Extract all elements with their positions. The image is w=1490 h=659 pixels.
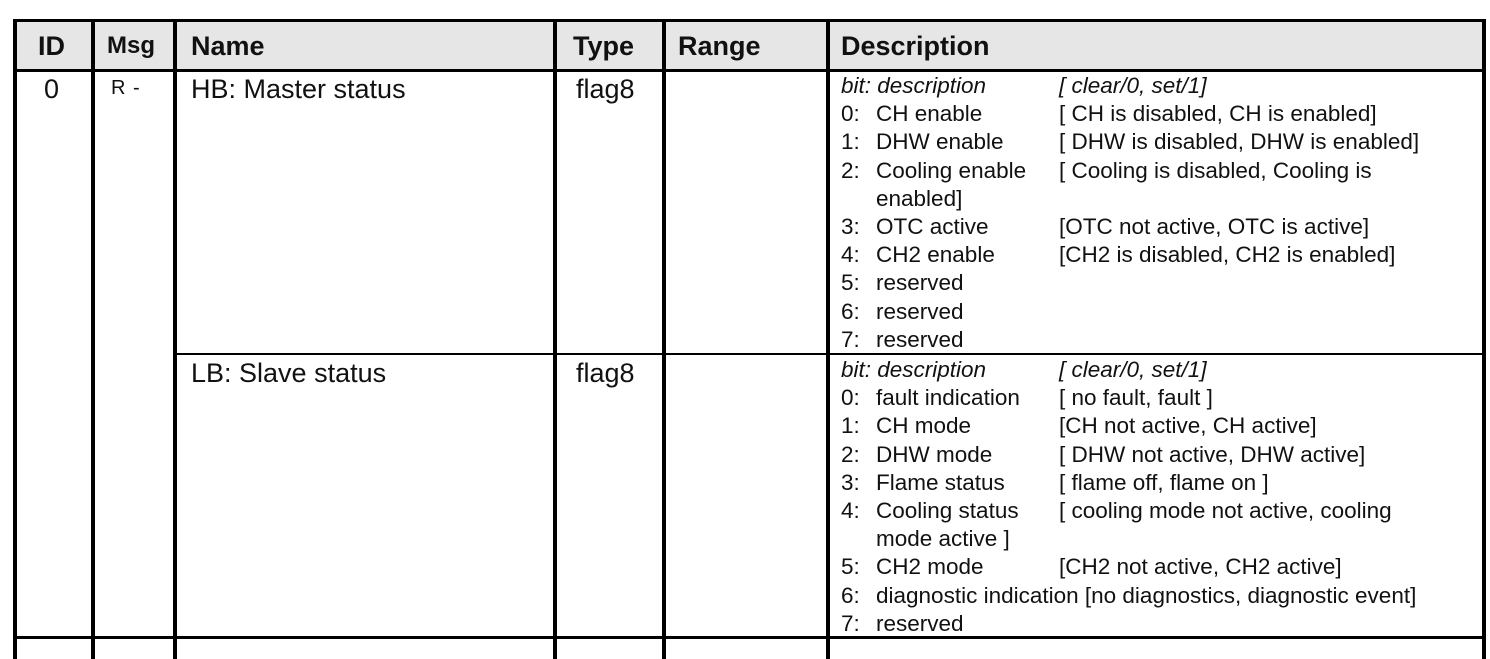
bit-value: [CH2 not active, CH2 active] <box>1059 554 1342 580</box>
bit-value: [ DHW not active, DHW active] <box>1059 441 1366 467</box>
header-description: Description <box>841 31 990 61</box>
bit-value: [ no fault, fault ] <box>1059 385 1213 411</box>
bit-label: CH enable <box>876 101 983 127</box>
bit-label: reserved <box>876 610 964 636</box>
entry-name: HB: Master status <box>191 74 406 104</box>
bit-num: 4: <box>841 497 860 523</box>
bit-value: [ cooling mode not active, cooling <box>1059 497 1392 523</box>
header-name: Name <box>191 31 265 61</box>
bit-label: OTC active <box>876 213 989 239</box>
bit-num: 3: <box>841 469 860 495</box>
desc-header-label: bit: description <box>841 73 987 98</box>
desc-header-value: [ clear/0, set/1] <box>1059 73 1207 98</box>
bit-num: 0: <box>841 385 860 411</box>
bit-value: [ DHW is disabled, DHW is enabled] <box>1059 129 1420 155</box>
entry-type: flag8 <box>576 358 635 388</box>
header-msg: Msg <box>107 32 155 59</box>
bit-label: Flame status <box>876 469 1005 495</box>
bit-num: 5: <box>841 554 860 580</box>
bit-line <box>841 553 1477 581</box>
bit-value: [OTC not active, OTC is active] <box>1059 213 1370 239</box>
entry-type: flag8 <box>576 74 635 104</box>
bit-num: 2: <box>841 441 860 467</box>
bit-num: 7: <box>841 610 860 636</box>
row-msg: R - <box>111 77 141 99</box>
bit-label: DHW mode <box>876 441 993 467</box>
bit-value: [ CH is disabled, CH is enabled] <box>1059 101 1377 127</box>
bit-line <box>841 412 1477 440</box>
bit-num: 6: <box>841 298 860 324</box>
desc-header <box>841 356 1477 384</box>
bit-line <box>841 269 1477 297</box>
bit-label: CH2 mode <box>876 554 984 580</box>
bit-label: diagnostic indication [no diagnostics, diagnostic event] <box>876 582 1417 608</box>
bit-num: 3: <box>841 213 860 239</box>
header-type: Type <box>573 31 635 61</box>
bit-line <box>841 298 1477 326</box>
bit-value: [CH2 is disabled, CH2 is enabled] <box>1059 242 1396 268</box>
col-border-left <box>13 19 17 659</box>
bit-value: [CH not active, CH active] <box>1059 413 1317 439</box>
bit-value: [ flame off, flame on ] <box>1059 469 1269 495</box>
bit-line <box>841 326 1477 354</box>
col-border-right <box>1482 19 1486 659</box>
col-border-msg <box>173 19 177 659</box>
bit-line <box>841 469 1477 497</box>
bit-line <box>841 213 1477 241</box>
col-border-range <box>826 19 830 659</box>
bit-line <box>841 582 1477 610</box>
row-id: 0 <box>44 74 60 104</box>
col-border-type <box>662 19 666 659</box>
bit-label: fault indication <box>876 385 1020 411</box>
bit-line <box>841 157 1477 185</box>
bit-value: [ Cooling is disabled, Cooling is <box>1059 157 1372 183</box>
bit-label: reserved <box>876 270 964 296</box>
bit-num: 4: <box>841 242 860 268</box>
bit-line <box>841 100 1477 128</box>
col-border-name <box>553 19 557 659</box>
bit-num: 0: <box>841 101 860 127</box>
bit-label: Cooling enable <box>876 157 1027 183</box>
bit-label: enabled] <box>876 185 963 211</box>
bit-line <box>841 441 1477 469</box>
bit-label: reserved <box>876 326 964 352</box>
bit-label: mode active ] <box>876 526 1010 552</box>
bit-num: 6: <box>841 582 860 608</box>
bit-num: 7: <box>841 326 860 352</box>
bit-label: CH2 enable <box>876 242 995 268</box>
bit-line <box>841 384 1477 412</box>
bit-line <box>841 610 1477 638</box>
header-range: Range <box>678 31 761 61</box>
data-table <box>13 19 1486 659</box>
bit-num: 1: <box>841 413 860 439</box>
desc-header-label: bit: description <box>841 357 987 382</box>
col-border-id <box>91 19 95 659</box>
desc-header-value: [ clear/0, set/1] <box>1059 357 1207 382</box>
bit-label: reserved <box>876 298 964 324</box>
bit-label: DHW enable <box>876 129 1004 155</box>
bit-num: 5: <box>841 270 860 296</box>
desc-header <box>841 72 1477 100</box>
bit-line <box>841 525 1477 553</box>
table-top-border <box>13 19 1486 22</box>
bit-num: 2: <box>841 157 860 183</box>
entry-name: LB: Slave status <box>191 358 387 388</box>
bit-line <box>841 128 1477 156</box>
entry-description <box>841 72 1477 354</box>
entry-description <box>841 356 1477 638</box>
header-id: ID <box>38 31 65 61</box>
bit-num: 1: <box>841 129 860 155</box>
bit-line <box>841 497 1477 525</box>
bit-label: CH mode <box>876 413 972 439</box>
bit-line <box>841 185 1477 213</box>
bit-line <box>841 241 1477 269</box>
bit-label: Cooling status <box>876 497 1019 523</box>
